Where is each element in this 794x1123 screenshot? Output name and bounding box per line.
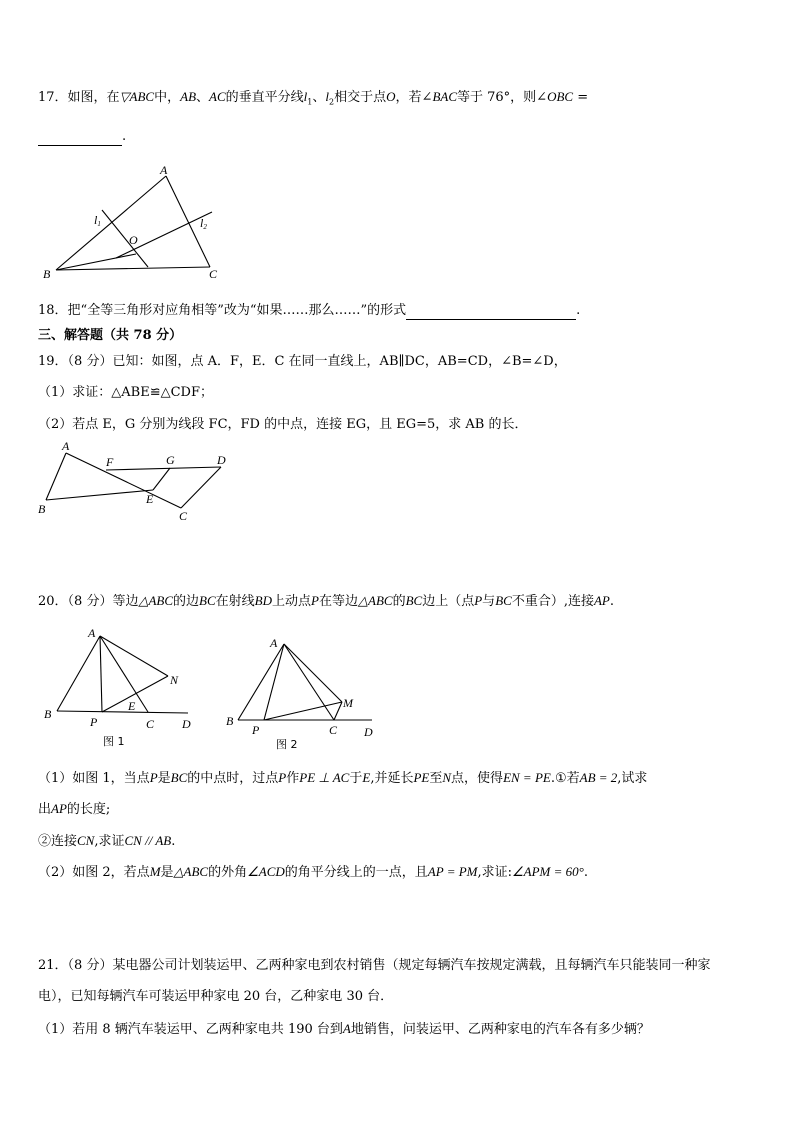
fig17-label-l2: l2 [200,216,207,231]
q18-stem: 18．把“全等三角形对应角相等”改为“如果……那么……”的形式 . [38,303,581,318]
q20-part1-cont: 出AP的长度; [38,801,111,817]
q21-part1: （1）若用 8 辆汽车装运甲、乙两种家电共 190 台到A地销售，问装运甲、乙两种家电的汽车各有多少辆？ [38,1021,650,1037]
fig19-label-d: D [217,453,226,467]
fig19-label-a: A [62,439,70,453]
fig20a-caption: 图 1 [103,735,125,748]
fig20a-label-p: P [90,715,98,729]
fig19-label-c: C [179,509,188,523]
fig19-label-f: F [106,455,114,469]
q20-part1-sub2: ②连接CN,求证CN // AB. [38,833,176,849]
fig17-side-ab [56,176,166,270]
fig20a-label-a: A [88,626,96,640]
fig17-side-bc [56,267,210,270]
fig20b-segment-pm [264,702,342,720]
fig20b-segment-cm [334,702,342,720]
fig20a-side-ab [57,636,100,711]
figure-q19 [36,440,236,522]
fig17-label-c: C [209,267,218,281]
fig20a-segment-an [100,636,168,676]
fig20a-label-b: B [44,707,52,721]
fig20b-label-a: A [270,636,278,650]
fig19-side-cd [181,467,221,508]
fig19-label-e: E [146,492,154,506]
fig19-label-b: B [38,502,46,516]
fig19-line-ac [66,453,181,508]
fig20a-label-e: E [128,699,136,713]
fig17-label-b: B [43,267,51,281]
fig20a-segment-ap [100,636,102,712]
figure-q17 [40,160,230,282]
q19-part2: （2）若点 E，G 分别为线段 FC，FD 的中点，连接 EG，且 EG=5，求 AB 的长． [38,417,528,432]
q21-stem-line2: 电），已知每辆汽车可装运甲种家电 20 台，乙种家电 30 台． [38,989,394,1004]
fig20b-segment-ap [264,644,284,720]
fig20b-side-ab [238,644,284,720]
section-title: 三、解答题（共 78 分） [38,328,183,343]
figure-q20-2 [224,630,384,756]
q17-answer-line: . [38,128,126,146]
q19-stem: 19．（8 分）已知：如图，点 A．F，E．C 在同一直线上，AB∥DC，AB=CD，∠B=∠D， [38,354,567,369]
fig20a-label-c: C [146,717,155,731]
fig19-side-df [106,467,221,470]
fig20a-label-n: N [170,673,179,687]
q21-stem-line1: 21．（8 分）某电器公司计划装运甲、乙两种家电到农村销售（规定每辆汽车按规定满载，且每辆汽车只能装同一种家 [38,958,711,973]
fig19-label-g: G [166,453,175,467]
q19-part1: （1）求证：△ABE≌△CDF； [38,385,213,400]
fig20b-label-d: D [364,725,373,739]
q18-answer-blank[interactable] [406,305,576,320]
fig17-segment-bo [56,254,136,270]
fig20b-side-ac [284,644,334,720]
fig20a-ray-bd [57,711,188,713]
q20-part2: （2）如图 2，若点M是△ABC的外角∠ACD的角平分线上的一点，且AP = PM,求证:∠APM = 60°. [38,864,588,880]
q20-part1: （1）如图 1，当点P是BC的中点时，过点P作PE ⊥ AC于E,并延长PE至N点，使得EN = PE.①若AB = 2,试求 [38,770,648,786]
fig19-side-be [46,490,153,500]
fig20b-label-b: B [226,714,234,728]
fig17-side-ac [166,176,210,267]
fig20b-label-m: M [343,696,353,710]
fig20b-caption: 图 2 [276,738,298,751]
q17-stem: 17．如图，在▽ABC中，AB、AC的垂直平分线$l_1$、$l_2$相交于点O，若∠BAC等于 76°，则∠OBC = [38,89,589,107]
q17-answer-blank[interactable] [38,131,122,146]
fig20b-segment-am [284,644,342,702]
q20-stem: 20．（8 分）等边△ABC的边BC在射线BD上动点P在等边△ABC的BC边上（点P与BC不重合）,连接AP. [38,593,614,609]
fig20b-label-c: C [329,723,338,737]
fig17-bisector-l1 [102,210,148,267]
fig20b-label-p: P [252,723,260,737]
fig17-label-a: A [160,163,168,177]
fig17-label-l1: l1 [94,213,101,228]
fig20a-label-d: D [182,717,191,731]
figure-q20-1 [40,624,200,750]
fig17-label-o: O [129,233,138,247]
fig19-segment-eg [153,468,170,490]
fig19-side-ab [46,453,66,500]
